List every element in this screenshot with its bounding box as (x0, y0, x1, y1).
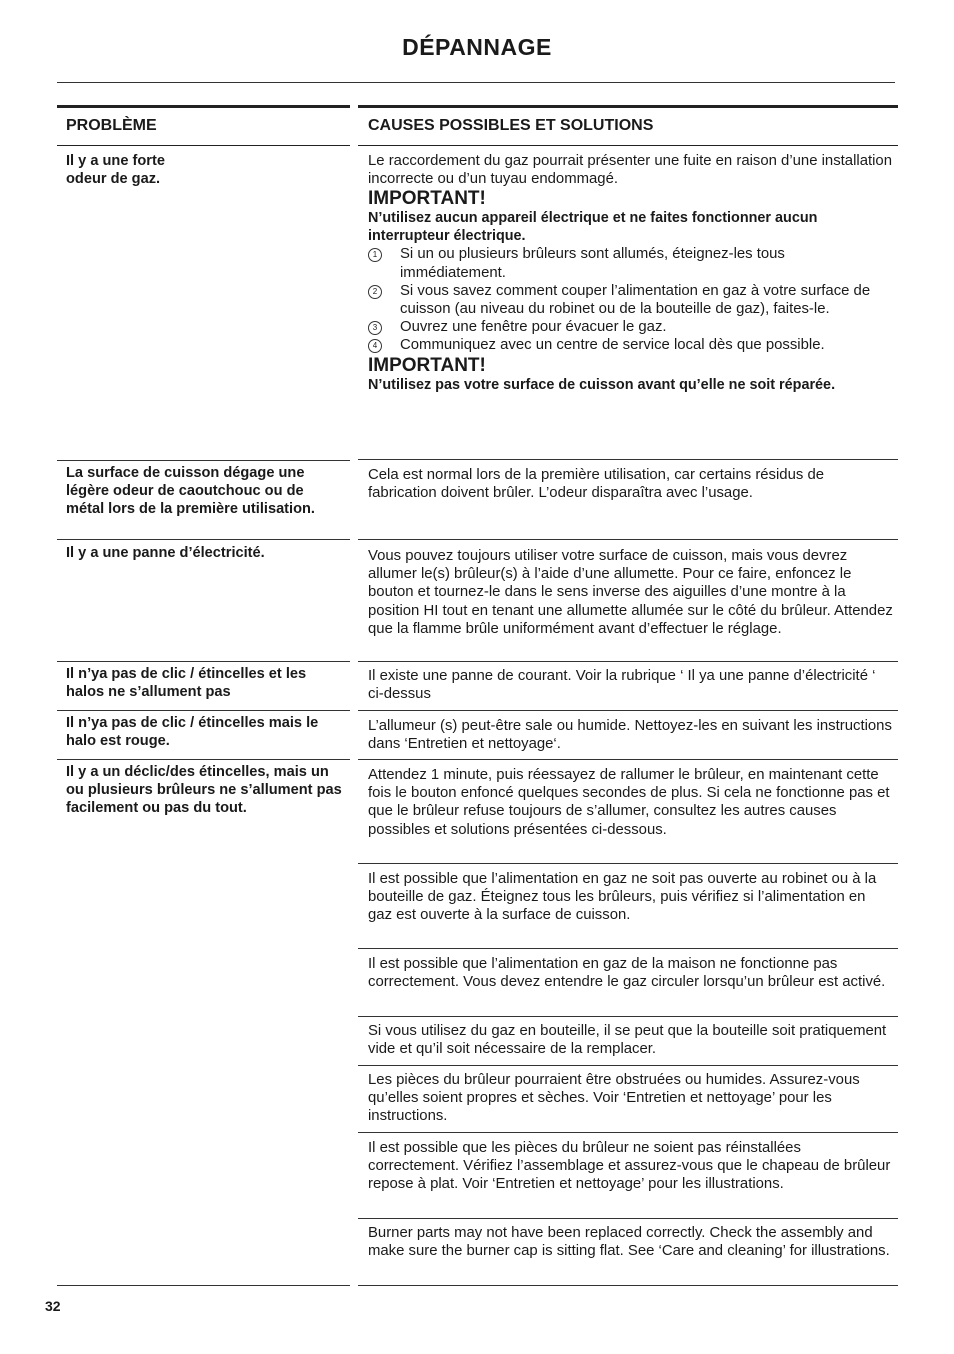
problem-power-outage: Il y a une panne d’électricité. (66, 545, 265, 561)
solution-click-no-ignition: Les pièces du brûleur pourraient être obstruées ou humides. Assurez-vous qu’elles soient propres et sèches. Voir ‘Entretien et nettoyage’ pour les instructions. (368, 1072, 860, 1125)
problem-rubber-smell: La surface de cuisson dégage une légère odeur de caoutchouc ou de métal lors de la première utilisation. (66, 465, 315, 518)
title-divider (57, 82, 895, 83)
row-divider-left (57, 661, 350, 662)
header-divider-right (358, 145, 898, 146)
table-bottom-rule-left (57, 1285, 350, 1286)
step-item (368, 336, 893, 354)
solution-click-no-ignition: Il est possible que l’alimentation en gaz ne soit pas ouverte au robinet ou à la bouteille de gaz. Éteignez tous les brûleurs, puis vérifiez si l’alimentation en gaz est ouverte à la surface de cuisson. (368, 871, 877, 924)
row-divider-left (57, 539, 350, 540)
problem-column-top-rule (57, 105, 350, 108)
causes-column-top-rule (358, 105, 898, 108)
step-item (368, 245, 893, 281)
row-divider-right (358, 539, 898, 540)
step-text: Ouvrez une fenêtre pour évacuer le gaz. (400, 319, 667, 336)
solution-no-click-halos: Il existe une panne de courant. Voir la rubrique ‘ Il ya une panne d’électricité ‘ ci-dessus (368, 668, 876, 703)
step-number-badge: 3 (368, 321, 382, 335)
header-divider-left (57, 145, 350, 146)
causes-column-header: CAUSES POSSIBLES ET SOLUTIONS (368, 117, 654, 134)
solution-gas-smell (368, 152, 893, 394)
solution-click-no-ignition: Si vous utilisez du gaz en bouteille, il se peut que la bouteille soit pratiquement vide et qu’il soit nécessaire de la remplacer. (368, 1023, 887, 1058)
row-divider-right (358, 1016, 898, 1017)
step-text: Si un ou plusieurs brûleurs sont allumés, éteignez-les tous immédiatement. (400, 246, 785, 281)
solution-click-no-ignition: Burner parts may not have been replaced correctly. Check the assembly and make sure the burner cap is sitting flat. See ‘Care and cleaning’ for illustrations. (368, 1225, 890, 1260)
problem-no-click-red-halo: Il n’ya pas de clic / étincelles mais le halo est rouge. (66, 715, 319, 750)
step-number-badge: 1 (368, 248, 382, 262)
problem-click-no-ignition: Il y a un déclic/des étincelles, mais un ou plusieurs brûleurs ne s’allument pas facilement ou pas du tout. (66, 764, 342, 817)
row-divider-right (358, 1065, 898, 1066)
page-title: DÉPANNAGE (402, 34, 552, 60)
solution-click-no-ignition: Attendez 1 minute, puis réessayez de rallumer le brûleur, en maintenant cette fois le bouton enfoncé quelques secondes de plus. Si cela ne fonctionne pas et que le brûleur refuse toujours de s’allumer, consultez les autres causes possibles et solutions présentées ci-dessous. (368, 767, 890, 838)
important-warning: N’utilisez pas votre surface de cuisson avant qu’elle ne soit réparée. (368, 376, 836, 393)
row-divider-right (358, 661, 898, 662)
row-divider-right (358, 863, 898, 864)
problem-gas-smell: Il y a une forte odeur de gaz. (66, 153, 165, 188)
solution-click-no-ignition: Il est possible que les pièces du brûleur ne soient pas réinstallées correctement. Vérifiez l’assemblage et assurez-vous que le chapeau de brûleur repose à plat. Voir ‘Entretien et nettoyage’ pour les illustrations. (368, 1140, 891, 1193)
important-heading: IMPORTANT! (368, 354, 486, 376)
row-divider-right (358, 1132, 898, 1133)
page-number: 32 (45, 1298, 61, 1314)
important-heading: IMPORTANT! (368, 188, 486, 210)
step-item (368, 318, 893, 336)
row-divider-right (358, 710, 898, 711)
step-text: Si vous savez comment couper l’alimentation en gaz à votre surface de cuisson (au niveau du robinet ou de la bouteille de gaz), faites-le. (400, 282, 871, 318)
row-divider-right (358, 948, 898, 949)
problem-no-click-halos: Il n’ya pas de clic / étincelles et les halos ne s’allument pas (66, 666, 307, 701)
table-bottom-rule-right (358, 1285, 898, 1286)
problem-column-header: PROBLÈME (66, 117, 157, 134)
important-warning: N’utilisez aucun appareil électrique et ne faites fonctionner aucun interrupteur électrique. (368, 210, 818, 245)
step-text: Communiquez avec un centre de service local dès que possible. (400, 337, 825, 354)
solution-click-no-ignition: Il est possible que l’alimentation en gaz de la maison ne fonctionne pas correctement. Vous devez entendre le gaz circuler lorsqu’un brûleur est activé. (368, 956, 886, 991)
step-number-badge: 4 (368, 339, 382, 353)
solution-no-click-red-halo: L’allumeur (s) peut-être sale ou humide. Nettoyez-les en suivant les instructions dans ‘Entretien et nettoyage‘. (368, 718, 892, 753)
row-divider-right (358, 759, 898, 760)
row-divider-right (358, 1218, 898, 1219)
row-divider-left (57, 710, 350, 711)
gas-smell-intro: Le raccordement du gaz pourrait présenter une fuite en raison d’une installation incorrecte ou d’un tuyau endommagé. (368, 153, 892, 188)
step-item (368, 282, 893, 318)
row-divider-right (358, 459, 898, 460)
solution-rubber-smell: Cela est normal lors de la première utilisation, car certains résidus de fabrication doivent brûler. L’odeur disparaîtra avec l’usage. (368, 467, 825, 502)
row-divider-left (57, 759, 350, 760)
solution-power-outage: Vous pouvez toujours utiliser votre surface de cuisson, mais vous devrez allumer le(s) brûleur(s) à l’aide d’une allumette. Pour ce faire, enfoncez le bouton et tournez-le dans le sens inverse des aiguilles d’une montre à la position HI tout en tenant une allumette allumée sur le côté du brûleur. Attendez que la flamme brûle uniformément avant d’effectuer le réglage. (368, 548, 893, 637)
row-divider-left (57, 460, 350, 461)
step-number-badge: 2 (368, 285, 382, 299)
